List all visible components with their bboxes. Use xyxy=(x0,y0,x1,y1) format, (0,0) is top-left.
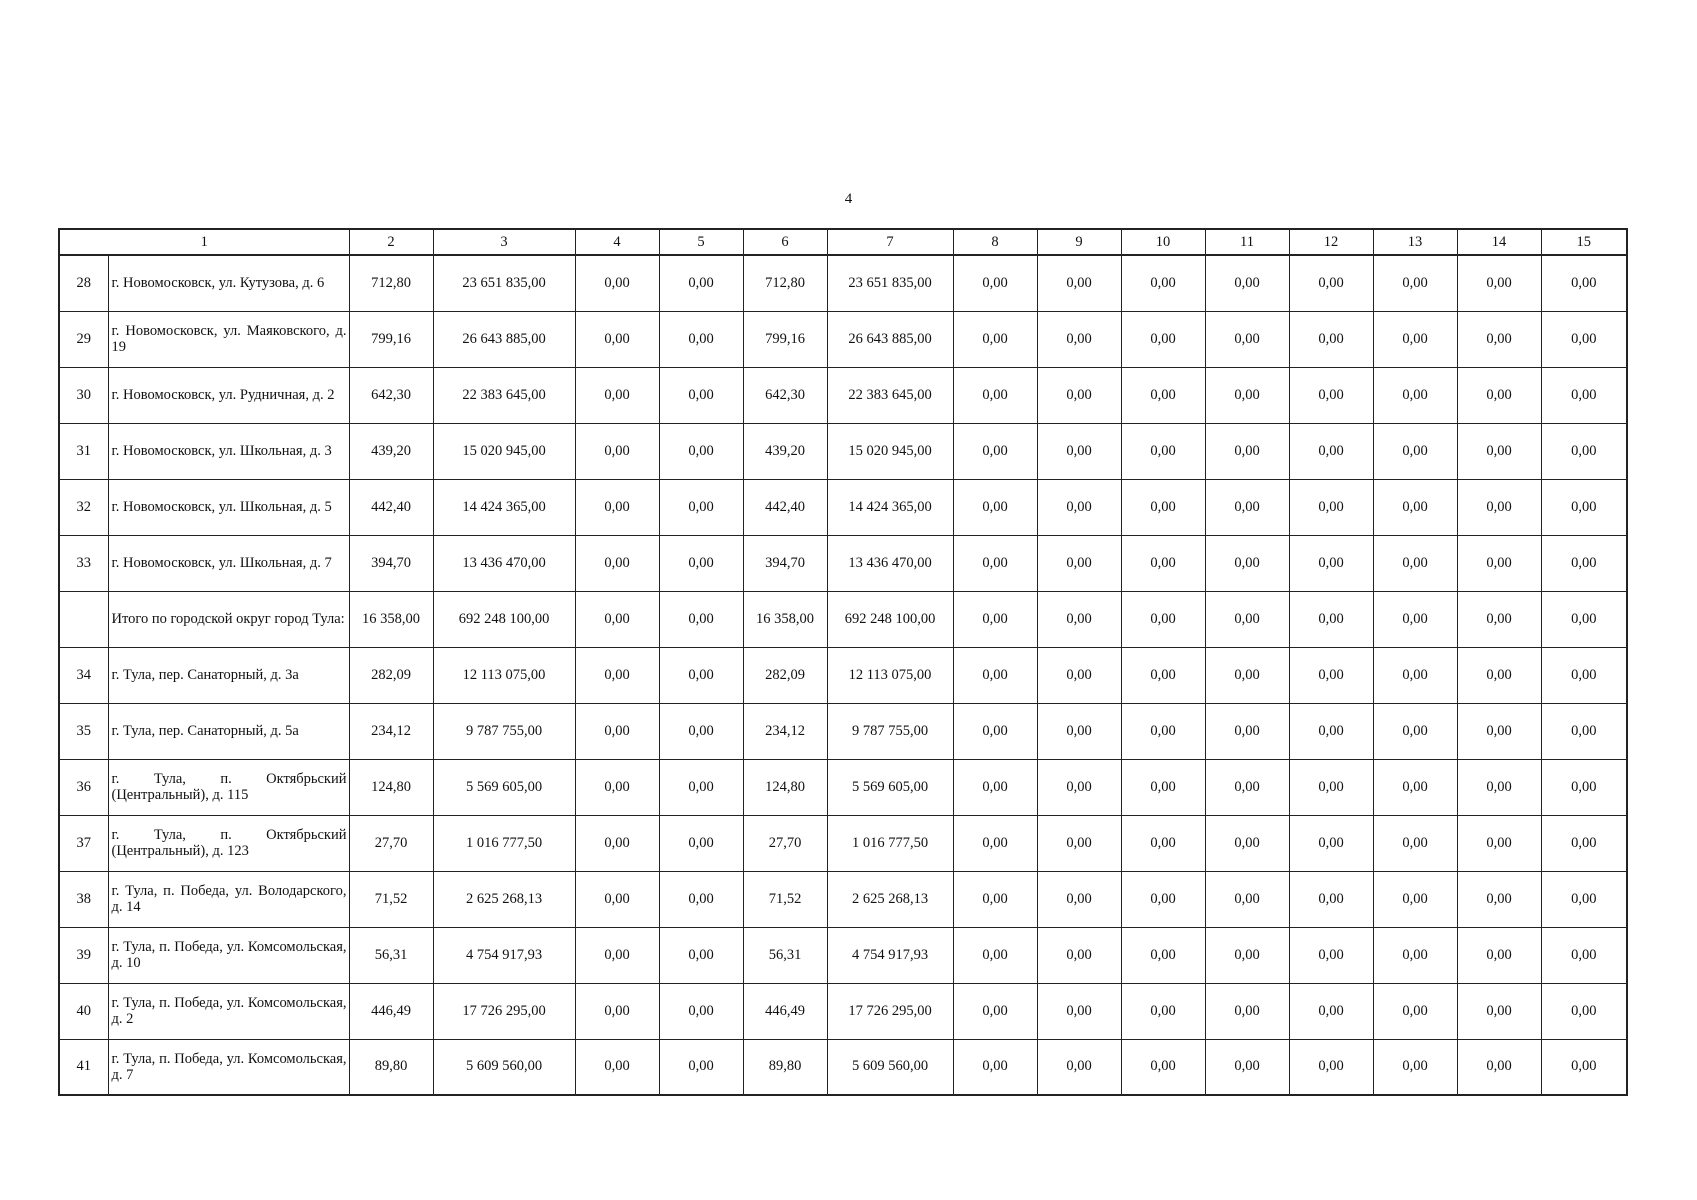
value-cell: 0,00 xyxy=(1121,927,1205,983)
value-cell: 0,00 xyxy=(1457,423,1541,479)
value-cell: 0,00 xyxy=(1037,815,1121,871)
table-row xyxy=(59,1039,1627,1095)
value-cell: 0,00 xyxy=(1457,927,1541,983)
value-cell: 0,00 xyxy=(1289,311,1373,367)
value-cell: 0,00 xyxy=(1289,535,1373,591)
value-cell: 0,00 xyxy=(1289,1039,1373,1095)
column-header: 3 xyxy=(433,229,575,255)
value-cell: 14 424 365,00 xyxy=(433,479,575,535)
value-cell: 0,00 xyxy=(1205,871,1289,927)
value-cell: 0,00 xyxy=(659,759,743,815)
table-row xyxy=(59,535,1627,591)
value-cell: 0,00 xyxy=(953,703,1037,759)
value-cell: 712,80 xyxy=(349,255,433,311)
value-cell: 0,00 xyxy=(659,479,743,535)
value-cell: 0,00 xyxy=(1121,1039,1205,1095)
value-cell: 56,31 xyxy=(349,927,433,983)
value-cell: 0,00 xyxy=(1541,479,1627,535)
value-cell: 2 625 268,13 xyxy=(433,871,575,927)
value-cell: 0,00 xyxy=(575,983,659,1039)
value-cell: 0,00 xyxy=(1541,983,1627,1039)
value-cell: 0,00 xyxy=(1205,535,1289,591)
subtotal-row xyxy=(59,591,1627,647)
value-cell: 446,49 xyxy=(349,983,433,1039)
table-row xyxy=(59,423,1627,479)
header-row xyxy=(59,229,1627,255)
value-cell: 17 726 295,00 xyxy=(433,983,575,1039)
value-cell: 234,12 xyxy=(349,703,433,759)
value-cell: 0,00 xyxy=(1373,703,1457,759)
value-cell: 0,00 xyxy=(1289,815,1373,871)
address-cell: г. Тула, п. Октябрьский (Центральный), д. 123 xyxy=(108,815,349,871)
table-row xyxy=(59,703,1627,759)
value-cell: 0,00 xyxy=(1541,759,1627,815)
value-cell: 13 436 470,00 xyxy=(433,535,575,591)
row-number: 35 xyxy=(59,703,108,759)
value-cell: 22 383 645,00 xyxy=(827,367,953,423)
value-cell: 0,00 xyxy=(1457,983,1541,1039)
value-cell: 0,00 xyxy=(1121,871,1205,927)
value-cell: 124,80 xyxy=(349,759,433,815)
value-cell: 0,00 xyxy=(1121,647,1205,703)
value-cell: 0,00 xyxy=(1373,367,1457,423)
value-cell: 0,00 xyxy=(659,591,743,647)
value-cell: 4 754 917,93 xyxy=(827,927,953,983)
value-cell: 27,70 xyxy=(743,815,827,871)
value-cell: 0,00 xyxy=(1541,703,1627,759)
value-cell: 0,00 xyxy=(659,1039,743,1095)
value-cell: 0,00 xyxy=(1541,535,1627,591)
value-cell: 0,00 xyxy=(1121,423,1205,479)
address-cell: г. Новомосковск, ул. Маяковского, д. 19 xyxy=(108,311,349,367)
value-cell: 0,00 xyxy=(1037,479,1121,535)
value-cell: 0,00 xyxy=(1289,647,1373,703)
value-cell: 0,00 xyxy=(953,647,1037,703)
value-cell: 0,00 xyxy=(659,367,743,423)
value-cell: 0,00 xyxy=(1289,367,1373,423)
address-cell: г. Новомосковск, ул. Кутузова, д. 6 xyxy=(108,255,349,311)
row-number: 36 xyxy=(59,759,108,815)
address-cell: г. Тула, п. Октябрьский (Центральный), д. 115 xyxy=(108,759,349,815)
value-cell: 0,00 xyxy=(1541,647,1627,703)
address-cell: г. Тула, пер. Санаторный, д. 5а xyxy=(108,703,349,759)
value-cell: 0,00 xyxy=(1289,479,1373,535)
value-cell: 0,00 xyxy=(953,311,1037,367)
column-header: 7 xyxy=(827,229,953,255)
value-cell: 642,30 xyxy=(743,367,827,423)
value-cell: 0,00 xyxy=(1373,927,1457,983)
value-cell: 1 016 777,50 xyxy=(433,815,575,871)
value-cell: 0,00 xyxy=(1121,479,1205,535)
value-cell: 0,00 xyxy=(1373,815,1457,871)
value-cell: 0,00 xyxy=(1121,815,1205,871)
value-cell: 0,00 xyxy=(1037,535,1121,591)
value-cell: 0,00 xyxy=(1541,255,1627,311)
column-header: 11 xyxy=(1205,229,1289,255)
table-row xyxy=(59,647,1627,703)
value-cell: 0,00 xyxy=(575,759,659,815)
value-cell: 0,00 xyxy=(1037,591,1121,647)
value-cell: 0,00 xyxy=(953,815,1037,871)
value-cell: 0,00 xyxy=(1205,815,1289,871)
value-cell: 15 020 945,00 xyxy=(827,423,953,479)
value-cell: 0,00 xyxy=(1541,591,1627,647)
value-cell: 0,00 xyxy=(659,647,743,703)
value-cell: 0,00 xyxy=(1541,311,1627,367)
value-cell: 234,12 xyxy=(743,703,827,759)
value-cell: 16 358,00 xyxy=(743,591,827,647)
value-cell: 0,00 xyxy=(953,535,1037,591)
value-cell: 2 625 268,13 xyxy=(827,871,953,927)
value-cell: 0,00 xyxy=(1205,983,1289,1039)
column-header: 4 xyxy=(575,229,659,255)
value-cell: 5 609 560,00 xyxy=(827,1039,953,1095)
value-cell: 13 436 470,00 xyxy=(827,535,953,591)
value-cell: 0,00 xyxy=(953,1039,1037,1095)
value-cell: 0,00 xyxy=(1541,367,1627,423)
address-cell: г. Новомосковск, ул. Школьная, д. 3 xyxy=(108,423,349,479)
table-row xyxy=(59,367,1627,423)
value-cell: 0,00 xyxy=(1457,647,1541,703)
value-cell: 642,30 xyxy=(349,367,433,423)
value-cell: 0,00 xyxy=(1457,535,1541,591)
value-cell: 0,00 xyxy=(659,815,743,871)
value-cell: 0,00 xyxy=(1373,1039,1457,1095)
value-cell: 0,00 xyxy=(1037,927,1121,983)
value-cell: 0,00 xyxy=(1373,647,1457,703)
address-cell: г. Тула, п. Победа, ул. Комсомольская, д. 7 xyxy=(108,1039,349,1095)
value-cell: 0,00 xyxy=(575,871,659,927)
value-cell: 0,00 xyxy=(659,423,743,479)
value-cell: 4 754 917,93 xyxy=(433,927,575,983)
value-cell: 692 248 100,00 xyxy=(827,591,953,647)
address-cell: г. Тула, п. Победа, ул. Комсомольская, д. 10 xyxy=(108,927,349,983)
value-cell: 442,40 xyxy=(743,479,827,535)
value-cell: 0,00 xyxy=(1289,983,1373,1039)
value-cell: 23 651 835,00 xyxy=(433,255,575,311)
value-cell: 71,52 xyxy=(349,871,433,927)
value-cell: 0,00 xyxy=(1121,759,1205,815)
row-number xyxy=(59,591,108,647)
value-cell: 0,00 xyxy=(1121,367,1205,423)
value-cell: 0,00 xyxy=(659,871,743,927)
value-cell: 0,00 xyxy=(1373,479,1457,535)
table-row xyxy=(59,983,1627,1039)
value-cell: 0,00 xyxy=(1205,647,1289,703)
value-cell: 0,00 xyxy=(1205,927,1289,983)
value-cell: 89,80 xyxy=(349,1039,433,1095)
value-cell: 0,00 xyxy=(1205,759,1289,815)
page-number: 4 xyxy=(844,191,853,207)
column-header: 6 xyxy=(743,229,827,255)
value-cell: 0,00 xyxy=(575,647,659,703)
column-header: 9 xyxy=(1037,229,1121,255)
row-number: 32 xyxy=(59,479,108,535)
value-cell: 15 020 945,00 xyxy=(433,423,575,479)
row-number: 30 xyxy=(59,367,108,423)
value-cell: 0,00 xyxy=(953,367,1037,423)
value-cell: 0,00 xyxy=(1289,871,1373,927)
column-header: 15 xyxy=(1541,229,1627,255)
value-cell: 0,00 xyxy=(1541,871,1627,927)
value-cell: 0,00 xyxy=(575,1039,659,1095)
value-cell: 0,00 xyxy=(1037,871,1121,927)
value-cell: 0,00 xyxy=(659,311,743,367)
value-cell: 0,00 xyxy=(1373,423,1457,479)
value-cell: 0,00 xyxy=(1457,479,1541,535)
value-cell: 71,52 xyxy=(743,871,827,927)
value-cell: 0,00 xyxy=(1037,983,1121,1039)
row-number: 40 xyxy=(59,983,108,1039)
row-number: 34 xyxy=(59,647,108,703)
value-cell: 282,09 xyxy=(349,647,433,703)
value-cell: 394,70 xyxy=(349,535,433,591)
value-cell: 0,00 xyxy=(1541,423,1627,479)
value-cell: 0,00 xyxy=(1289,927,1373,983)
value-cell: 22 383 645,00 xyxy=(433,367,575,423)
column-header: 13 xyxy=(1373,229,1457,255)
value-cell: 0,00 xyxy=(1205,1039,1289,1095)
address-cell: г. Тула, п. Победа, ул. Комсомольская, д. 2 xyxy=(108,983,349,1039)
value-cell: 0,00 xyxy=(953,479,1037,535)
value-cell: 0,00 xyxy=(1205,479,1289,535)
row-number: 28 xyxy=(59,255,108,311)
row-number: 29 xyxy=(59,311,108,367)
row-number: 33 xyxy=(59,535,108,591)
value-cell: 0,00 xyxy=(1121,255,1205,311)
value-cell: 0,00 xyxy=(1205,703,1289,759)
value-cell: 0,00 xyxy=(659,535,743,591)
address-cell: Итого по городской округ город Тула: xyxy=(108,591,349,647)
address-cell: г. Новомосковск, ул. Рудничная, д. 2 xyxy=(108,367,349,423)
value-cell: 0,00 xyxy=(1037,367,1121,423)
value-cell: 0,00 xyxy=(575,703,659,759)
value-cell: 0,00 xyxy=(1121,983,1205,1039)
value-cell: 0,00 xyxy=(659,703,743,759)
value-cell: 5 569 605,00 xyxy=(433,759,575,815)
value-cell: 17 726 295,00 xyxy=(827,983,953,1039)
row-number: 41 xyxy=(59,1039,108,1095)
table-row xyxy=(59,815,1627,871)
value-cell: 0,00 xyxy=(953,983,1037,1039)
value-cell: 0,00 xyxy=(1205,367,1289,423)
table-row xyxy=(59,311,1627,367)
value-cell: 9 787 755,00 xyxy=(827,703,953,759)
column-header: 2 xyxy=(349,229,433,255)
table-row xyxy=(59,759,1627,815)
value-cell: 5 609 560,00 xyxy=(433,1039,575,1095)
row-number: 39 xyxy=(59,927,108,983)
value-cell: 0,00 xyxy=(953,423,1037,479)
column-header: 14 xyxy=(1457,229,1541,255)
value-cell: 394,70 xyxy=(743,535,827,591)
value-cell: 0,00 xyxy=(575,367,659,423)
value-cell: 0,00 xyxy=(1121,591,1205,647)
value-cell: 0,00 xyxy=(575,815,659,871)
value-cell: 799,16 xyxy=(349,311,433,367)
value-cell: 0,00 xyxy=(1373,591,1457,647)
value-cell: 89,80 xyxy=(743,1039,827,1095)
value-cell: 446,49 xyxy=(743,983,827,1039)
value-cell: 0,00 xyxy=(659,983,743,1039)
value-cell: 0,00 xyxy=(953,255,1037,311)
value-cell: 5 569 605,00 xyxy=(827,759,953,815)
row-number: 38 xyxy=(59,871,108,927)
value-cell: 0,00 xyxy=(1373,983,1457,1039)
value-cell: 0,00 xyxy=(1457,311,1541,367)
value-cell: 0,00 xyxy=(1037,255,1121,311)
row-number: 31 xyxy=(59,423,108,479)
value-cell: 0,00 xyxy=(575,591,659,647)
value-cell: 0,00 xyxy=(1037,311,1121,367)
value-cell: 442,40 xyxy=(349,479,433,535)
value-cell: 16 358,00 xyxy=(349,591,433,647)
value-cell: 0,00 xyxy=(1457,871,1541,927)
value-cell: 0,00 xyxy=(1205,255,1289,311)
value-cell: 0,00 xyxy=(575,535,659,591)
address-cell: г. Тула, п. Победа, ул. Володарского, д. 14 xyxy=(108,871,349,927)
value-cell: 0,00 xyxy=(575,479,659,535)
value-cell: 0,00 xyxy=(1457,367,1541,423)
table-header xyxy=(59,229,1627,255)
value-cell: 0,00 xyxy=(1037,423,1121,479)
value-cell: 0,00 xyxy=(1121,703,1205,759)
address-cell: г. Тула, пер. Санаторный, д. 3а xyxy=(108,647,349,703)
value-cell: 26 643 885,00 xyxy=(827,311,953,367)
value-cell: 0,00 xyxy=(1289,591,1373,647)
value-cell: 56,31 xyxy=(743,927,827,983)
value-cell: 9 787 755,00 xyxy=(433,703,575,759)
value-cell: 0,00 xyxy=(575,927,659,983)
value-cell: 0,00 xyxy=(659,255,743,311)
value-cell: 0,00 xyxy=(953,871,1037,927)
value-cell: 27,70 xyxy=(349,815,433,871)
value-cell: 439,20 xyxy=(743,423,827,479)
value-cell: 0,00 xyxy=(1541,927,1627,983)
value-cell: 0,00 xyxy=(575,311,659,367)
value-cell: 124,80 xyxy=(743,759,827,815)
value-cell: 0,00 xyxy=(1205,423,1289,479)
value-cell: 0,00 xyxy=(1457,759,1541,815)
table-row xyxy=(59,927,1627,983)
value-cell: 0,00 xyxy=(1373,871,1457,927)
table-row xyxy=(59,479,1627,535)
value-cell: 0,00 xyxy=(1289,759,1373,815)
value-cell: 12 113 075,00 xyxy=(433,647,575,703)
value-cell: 0,00 xyxy=(1541,815,1627,871)
value-cell: 0,00 xyxy=(1373,759,1457,815)
value-cell: 0,00 xyxy=(953,927,1037,983)
data-table xyxy=(58,228,1628,1096)
value-cell: 0,00 xyxy=(1037,647,1121,703)
value-cell: 0,00 xyxy=(575,423,659,479)
value-cell: 0,00 xyxy=(1541,1039,1627,1095)
value-cell: 0,00 xyxy=(1121,535,1205,591)
row-number: 37 xyxy=(59,815,108,871)
value-cell: 23 651 835,00 xyxy=(827,255,953,311)
table-row xyxy=(59,255,1627,311)
column-header: 12 xyxy=(1289,229,1373,255)
value-cell: 439,20 xyxy=(349,423,433,479)
value-cell: 0,00 xyxy=(1373,255,1457,311)
value-cell: 0,00 xyxy=(1289,703,1373,759)
value-cell: 0,00 xyxy=(953,759,1037,815)
value-cell: 0,00 xyxy=(1289,255,1373,311)
value-cell: 0,00 xyxy=(1121,311,1205,367)
value-cell: 1 016 777,50 xyxy=(827,815,953,871)
value-cell: 0,00 xyxy=(1457,703,1541,759)
value-cell: 692 248 100,00 xyxy=(433,591,575,647)
value-cell: 712,80 xyxy=(743,255,827,311)
address-cell: г. Новомосковск, ул. Школьная, д. 5 xyxy=(108,479,349,535)
value-cell: 26 643 885,00 xyxy=(433,311,575,367)
table-row xyxy=(59,871,1627,927)
column-header: 10 xyxy=(1121,229,1205,255)
value-cell: 0,00 xyxy=(953,591,1037,647)
value-cell: 0,00 xyxy=(1037,759,1121,815)
value-cell: 0,00 xyxy=(575,255,659,311)
value-cell: 282,09 xyxy=(743,647,827,703)
address-cell: г. Новомосковск, ул. Школьная, д. 7 xyxy=(108,535,349,591)
value-cell: 0,00 xyxy=(1205,311,1289,367)
column-header: 5 xyxy=(659,229,743,255)
value-cell: 0,00 xyxy=(1373,535,1457,591)
value-cell: 799,16 xyxy=(743,311,827,367)
value-cell: 12 113 075,00 xyxy=(827,647,953,703)
value-cell: 0,00 xyxy=(1457,255,1541,311)
value-cell: 0,00 xyxy=(1373,311,1457,367)
table-body xyxy=(59,255,1627,1095)
value-cell: 0,00 xyxy=(1289,423,1373,479)
value-cell: 0,00 xyxy=(1457,815,1541,871)
value-cell: 0,00 xyxy=(659,927,743,983)
value-cell: 0,00 xyxy=(1037,703,1121,759)
value-cell: 0,00 xyxy=(1205,591,1289,647)
column-header: 8 xyxy=(953,229,1037,255)
value-cell: 0,00 xyxy=(1457,1039,1541,1095)
value-cell: 0,00 xyxy=(1457,591,1541,647)
column-header: 1 xyxy=(59,229,349,255)
value-cell: 0,00 xyxy=(1037,1039,1121,1095)
value-cell: 14 424 365,00 xyxy=(827,479,953,535)
